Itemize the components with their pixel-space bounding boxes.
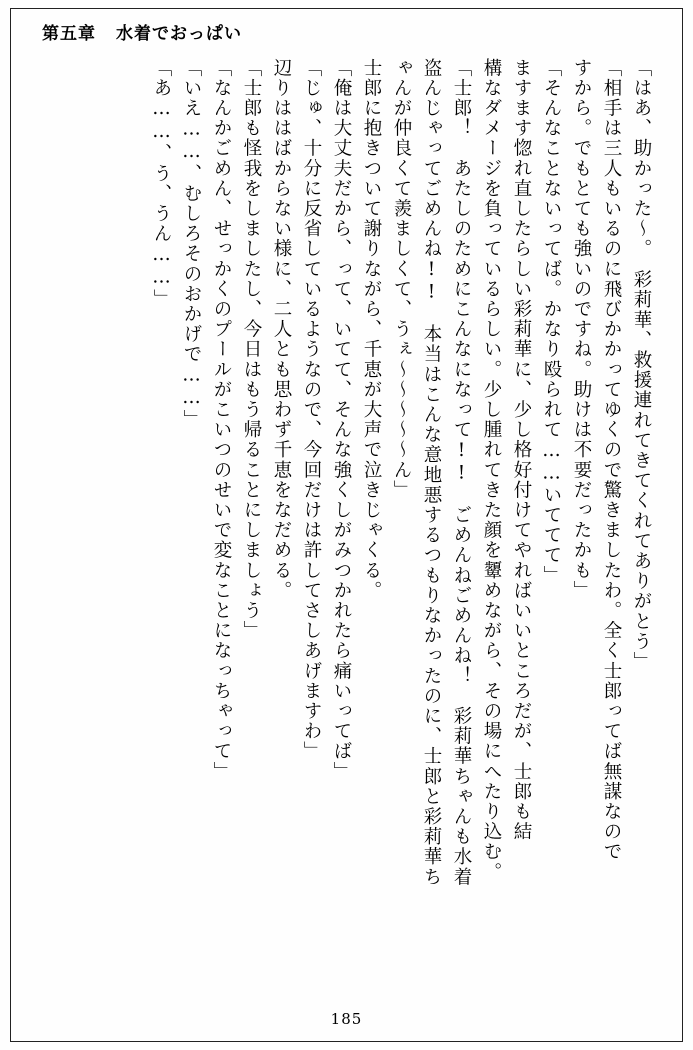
text-line: 辺りははばからない様に、二人とも思わず千恵をなだめる。 <box>271 58 292 601</box>
text-line: ゃんが仲良くて羨ましくて、うぇ～～～～～ん」 <box>391 58 412 501</box>
page-number: 185 <box>330 1010 363 1028</box>
text-line: 「士郎！ あたしのためにこんなになって!! ごめんねごめんね！ 彩莉華ちゃんも水着 <box>451 58 472 888</box>
text-line: 盗んじゃってごめんね!! 本当はこんな意地悪するつもりなかったのに、士郎と彩莉華ち <box>421 58 442 888</box>
text-line: 「いえ……、むしろそのおかげで……」 <box>181 58 202 430</box>
chapter-title: 水着でおっぱい <box>116 23 242 44</box>
text-line: ますます惚れ直したらしい彩莉華に、少し格好付けてやればいいところだが、士郎も結 <box>511 58 532 842</box>
text-line: 「はあ、助かった～。 彩莉華、救援連れてきてくれてありがとう」 <box>631 58 652 672</box>
text-line: 「あ……、う、うん……」 <box>151 58 172 310</box>
chapter-number: 第五章 <box>42 23 96 44</box>
text-line: すから。でもとても強いのですね。助けは不要だったかも」 <box>571 58 592 601</box>
text-line: 構なダメージを負っているらしい。少し腫れてきた顔を顰めながら、その場にへたり込む。 <box>481 58 502 883</box>
chapter-header <box>42 16 602 46</box>
text-line: 「じゅ、十分に反省しているようなので、今回だけは許してさしあげますわ」 <box>301 58 322 762</box>
text-line: 士郎に抱きついて謝りながら、千恵が大声で泣きじゃくる。 <box>361 58 382 601</box>
text-line: 「俺は大丈夫だから、って、いてて、そんな強くしがみつかれたら痛いってば」 <box>331 58 352 782</box>
text-line: 「士郎も怪我をしましたし、今日はもう帰ることにしましょう」 <box>241 58 262 641</box>
text-line: 「そんなことないってば。かなり殴られて……いててて」 <box>541 58 562 586</box>
vertical-text-body <box>38 58 650 958</box>
text-line: 「相手は三人もいるのに飛びかかってゆくので驚きましたわ。全く士郎ってば無謀なので <box>601 58 622 862</box>
text-line: 「なんかごめん、せっかくのプールがこいつのせいで変なことになっちゃって」 <box>211 58 232 782</box>
